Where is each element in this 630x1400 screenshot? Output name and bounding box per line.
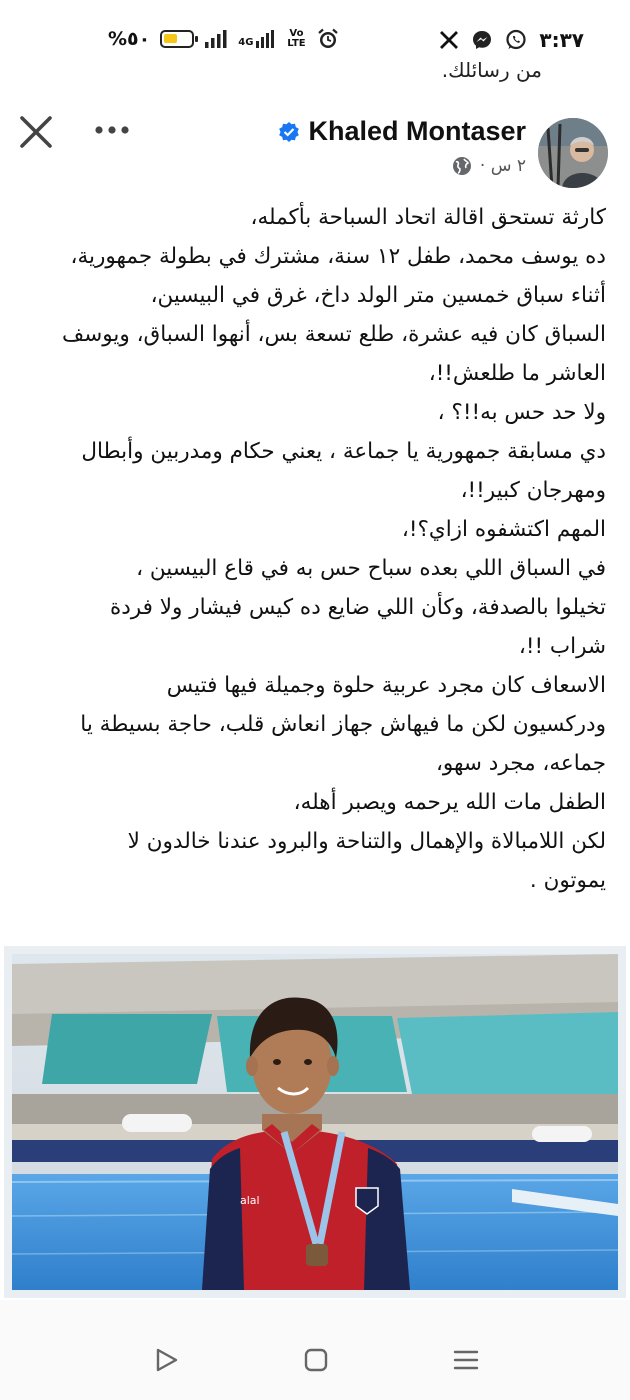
- author-line: [278, 116, 526, 147]
- post-line: شراب !!،: [518, 634, 606, 659]
- verified-badge-icon: [278, 121, 300, 143]
- post-line: يموتون .: [529, 868, 606, 893]
- battery-percent: %٥٠: [108, 28, 151, 50]
- more-options-button[interactable]: [94, 120, 130, 140]
- post-line: دي مسابقة جمهورية يا جماعة ، يعني حكام ومدربين وأبطال: [81, 439, 606, 464]
- close-button[interactable]: [18, 114, 54, 150]
- battery-icon: [160, 30, 194, 48]
- whatsapp-icon: [505, 29, 527, 51]
- status-bar-system-icons: [108, 28, 339, 50]
- post-line: العاشر ما طلعش!!،: [428, 361, 606, 386]
- back-triangle-icon[interactable]: [152, 1346, 180, 1374]
- volte-icon: Vo LTE: [287, 28, 306, 49]
- network-type-label: 4G: [238, 37, 254, 48]
- author-avatar[interactable]: [538, 118, 608, 188]
- post-meta: [452, 156, 526, 176]
- globe-icon: [452, 156, 472, 176]
- x-icon: [439, 30, 459, 50]
- status-bar-notifications: [439, 28, 584, 52]
- previous-post-text: من رسائلك.: [441, 58, 542, 82]
- post-time[interactable]: ٢ س ·: [479, 156, 526, 176]
- post-line: لكن اللامبالاة والإهمال والتناحة والبرود عندنا خالدون لا: [127, 829, 606, 854]
- post-line: الطفل مات الله يرحمه ويصبر أهله،: [293, 790, 606, 815]
- post-line: في السباق اللي بعده سباح حس به في قاع البيسين ،: [136, 556, 606, 581]
- system-nav-bar: [0, 1300, 630, 1400]
- post-line: كارثة تستحق اقالة اتحاد السباحة بأكمله،: [250, 205, 606, 230]
- post-header: [0, 110, 630, 190]
- post-line: ده يوسف محمد، طفل ١٢ سنة، مشترك في بطولة جمهورية،: [70, 244, 606, 269]
- post-body: [21, 198, 606, 900]
- jacket-logo-text: alal: [240, 1194, 260, 1207]
- close-icon: [18, 114, 54, 150]
- post-line: أثناء سباق خمسين متر الولد داخ، غرق في البيسين،: [150, 283, 606, 308]
- post-line: ومهرجان كبير!!،: [460, 478, 606, 503]
- signal-icon: [204, 30, 228, 48]
- post-photo[interactable]: [4, 946, 626, 1298]
- messenger-icon: [471, 29, 493, 51]
- post-line: ودركسيون لكن ما فيهاش جهاز انعاش قلب، حاجة بسيطة يا: [80, 712, 606, 737]
- post-line: الاسعاف كان مجرد عربية حلوة وجميلة فيها فتيس: [166, 673, 606, 698]
- photo-image: [12, 954, 618, 1290]
- post-line: ولا حد حس به!!؟ ،: [437, 400, 606, 425]
- post-line: المهم اكتشفوه ازاي؟!،: [401, 517, 606, 542]
- home-square-icon[interactable]: [302, 1346, 330, 1374]
- author-name[interactable]: Khaled Montaser: [308, 116, 526, 146]
- alarm-icon: [317, 28, 339, 50]
- clock: ٣:٣٧: [539, 28, 584, 52]
- post-line: جماعه، مجرد سهو،: [435, 751, 606, 776]
- post-line: السباق كان فيه عشرة، طلع تسعة بس، أنهوا السباق، ويوسف: [62, 322, 606, 347]
- post-line: تخيلوا بالصدفة، وكأن اللي ضايع ده كيس فيشار ولا فردة: [109, 595, 606, 620]
- status-bar: [0, 0, 630, 62]
- recents-menu-icon[interactable]: [452, 1346, 480, 1374]
- signal-4g-icon: [238, 30, 275, 48]
